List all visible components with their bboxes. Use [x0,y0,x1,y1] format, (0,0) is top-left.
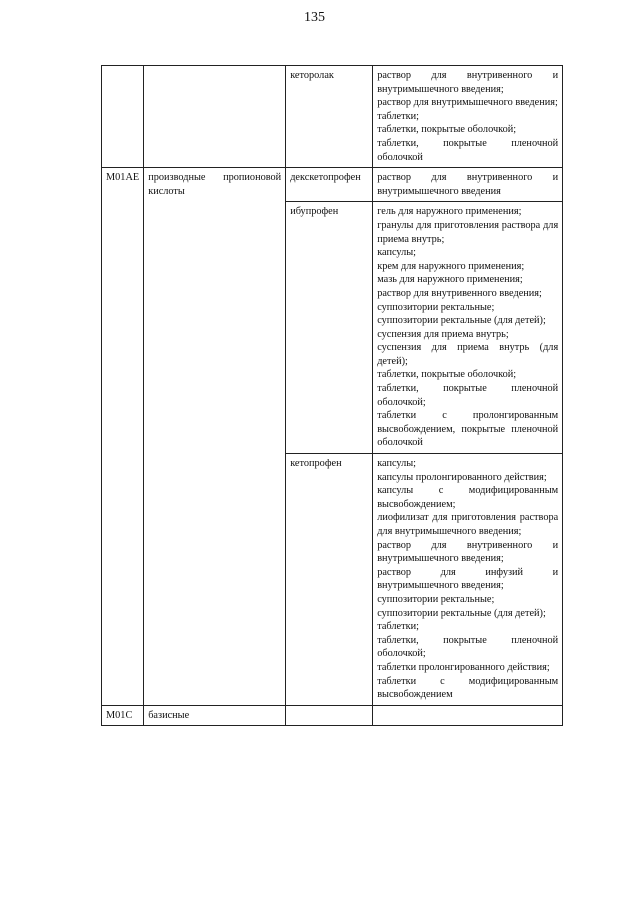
dosage-form: суппозитории ректальные; [377,593,495,605]
dosage-form: суспензия для приема внутрь; [377,328,509,340]
dosage-form: суппозитории ректальные (для детей); [377,315,546,327]
drug-name-cell: кетопрофен [286,454,373,706]
dosage-form: капсулы с модифицированным высвобождением; [377,485,559,510]
dosage-forms-cell [373,705,563,726]
dosage-form: таблетки, покрытые оболочкой; [377,124,517,136]
atc-code-cell [102,66,144,168]
page-number: 135 [304,10,325,25]
dosage-form: таблетки, покрытые пленочной оболочкой; [377,383,559,408]
dosage-form: суппозитории ректальные; [377,301,495,313]
table-row [102,705,563,726]
dosage-form: лиофилизат для приготовления раствора для внутримышечного введения; [377,512,559,537]
dosage-form: таблетки, покрытые пленочной оболочкой; [377,634,559,660]
drug-name-cell: ибупрофен [286,202,373,454]
drug-name-cell: декскетопрофен [286,168,373,202]
dosage-form: суспензия для приема внутрь (для детей); [377,342,559,367]
dosage-form: таблетки; [377,621,419,633]
drug-table [101,65,563,726]
dosage-form: капсулы пролонгированного действия; [377,471,547,483]
dosage-form: раствор для внутривенного и внутримышечного введения; [377,539,559,565]
dosage-form: гель для наружного применения; [377,206,522,218]
dosage-form: мазь для наружного применения; [377,274,523,286]
dosage-form: раствор для внутримышечного введения; [377,97,558,109]
group-cell [144,66,286,168]
dosage-form: таблетки с пролонгированным высвобождением, покрытые пленочной оболочкой [377,410,559,449]
dosage-forms-cell [373,168,563,202]
dosage-form: таблетки; [377,110,419,122]
dosage-form: раствор для внутривенного введения; [377,287,542,299]
dosage-form: таблетки пролонгированного действия; [377,661,550,673]
dosage-form: крем для наружного применения; [377,260,525,272]
dosage-form: раствор для внутривенного и внутримышечного введения [377,172,559,197]
drug-name-cell: кеторолак [286,66,373,168]
table-row [102,66,563,168]
dosage-forms-cell [373,202,563,454]
group-cell: производные пропионовой кислоты [144,168,286,706]
dosage-form: таблетки с модифицированным высвобождением [377,675,559,701]
table-row [102,168,563,202]
dosage-forms-cell [373,454,563,706]
dosage-form: таблетки, покрытые пленочной оболочкой [377,137,559,163]
group-cell: базисные [144,705,286,726]
dosage-form: таблетки, покрытые оболочкой; [377,369,517,381]
dosage-form: капсулы; [377,458,417,470]
dosage-form: суппозитории ректальные (для детей); [377,607,546,619]
dosage-forms-cell [373,66,563,168]
dosage-form: гранулы для приготовления раствора для приема внутрь; [377,219,559,245]
dosage-form: раствор для внутривенного и внутримышечного введения; [377,70,559,95]
drug-name-cell [286,705,373,726]
atc-code-cell: M01C [102,705,144,726]
atc-code-cell: M01AE [102,168,144,706]
dosage-form: капсулы; [377,247,417,259]
dosage-form: раствор для инфузий и внутримышечного введения; [377,566,559,592]
